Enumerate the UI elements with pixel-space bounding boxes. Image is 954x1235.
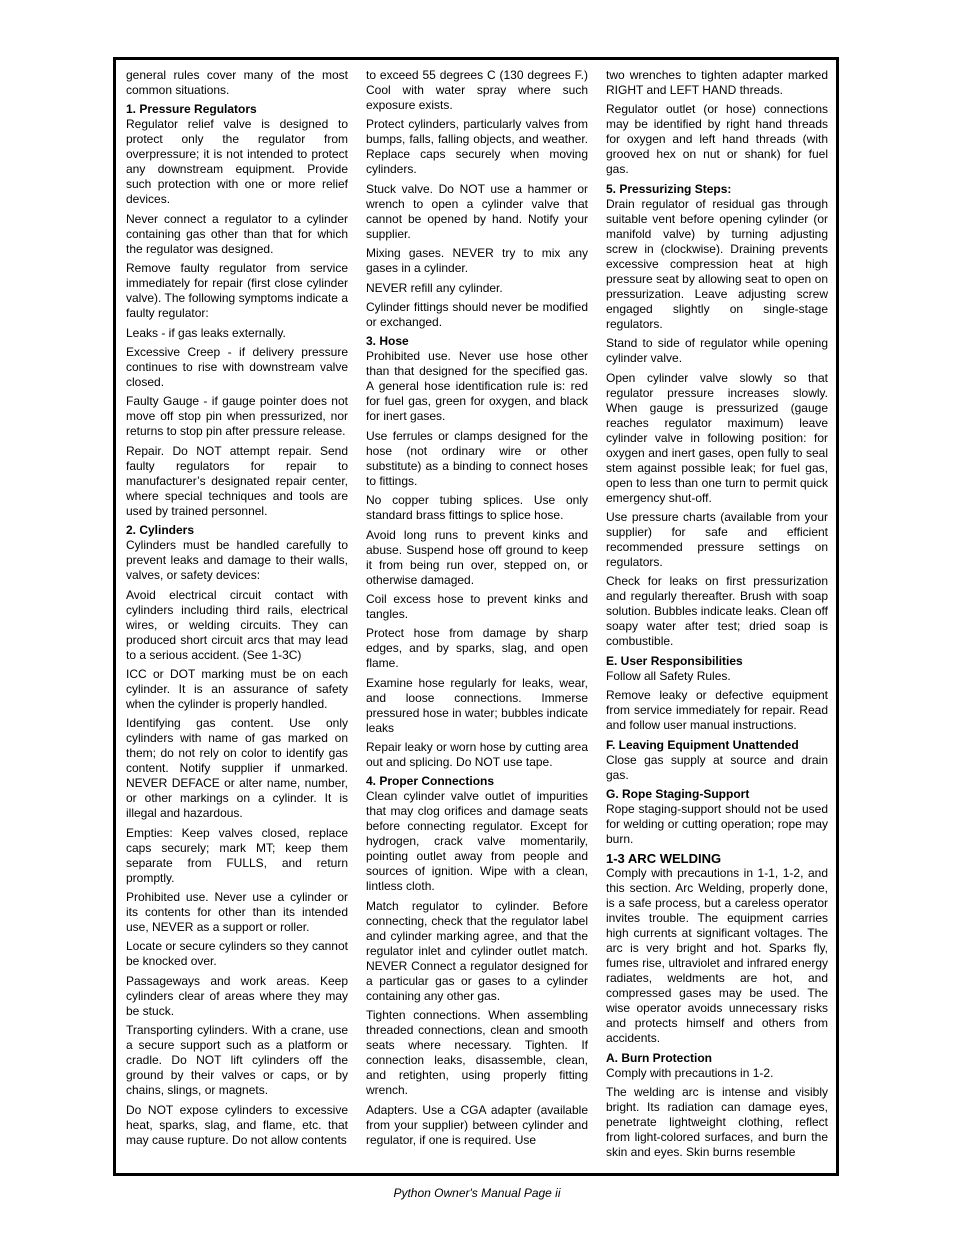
text-column-2 — [366, 68, 588, 1152]
paragraph: Protect hose from damage by sharp edges, and by sparks, slag, and open flame. — [366, 626, 588, 671]
paragraph: Clean cylinder valve outlet of impurities that may clog orifices and damage seats before connecting regulator. Except for hydrogen, crack valve momentarily, pointing outlet away from people and sources of ignition. Wipe with a clean, lintless cloth. — [366, 789, 588, 894]
paragraph: Follow all Safety Rules. — [606, 668, 731, 683]
paragraph: Repair leaky or worn hose by cutting area out and splicing. Do NOT use tape. — [366, 740, 588, 770]
paragraph: Passageways and work areas. Keep cylinders clear of areas where they may be stuck. — [126, 973, 348, 1018]
paragraph: Open cylinder valve slowly so that regulator pressure increases slowly. When gauge is pressurized (gauge reaches regulator maximum) leave cylinder valve in following position: for oxygen and inert gases, open fully to seal stem against possible leak; for fuel gas, open to less than one turn to permit quick emergency shut-off. — [606, 370, 828, 505]
paragraph: Examine hose regularly for leaks, wear, and loose connections. Immerse pressured hose in water; bubbles indicate leaks — [366, 675, 588, 735]
text-column-3 — [606, 68, 828, 1164]
paragraph: Do NOT expose cylinders to excessive heat, sparks, slag, and flame, etc. that may cause rupture. Do not allow contents — [126, 1102, 348, 1147]
page-footer: Python Owner's Manual Page ii — [393, 1186, 561, 1200]
paragraph: two wrenches to tighten adapter marked RIGHT and LEFT HAND threads. — [606, 68, 828, 97]
paragraph: Use pressure charts (available from your supplier) for safe and efficient recommended pressure settings on regulators. — [606, 509, 828, 569]
paragraph: Repair. Do NOT attempt repair. Send faulty regulators for repair to manufacturer’s designated repair center, where special techniques and tools are used by trained personnel. — [126, 443, 348, 518]
paragraph: Protect cylinders, particularly valves from bumps, falls, falling objects, and weather. Replace caps securely when moving cylinders. — [366, 117, 588, 177]
paragraph: Regulator relief valve is designed to protect only the regulator from overpressure; it is not intended to protect any downstream equipment. Provide such protection with one or more relief devices. — [126, 117, 348, 207]
paragraph: Excessive Creep - if delivery pressure continues to rise with downstream valve closed. — [126, 344, 348, 389]
paragraph: Tighten connections. When assembling threaded connections, clean and smooth seats where necessary. Tighten. If connection leaks, disassemble, clean, and retighten, using properly fitting wrench. — [366, 1008, 588, 1098]
paragraph: Cylinder fittings should never be modified or exchanged. — [366, 299, 588, 329]
paragraph: The welding arc is intense and visibly bright. Its radiation can damage eyes, penetrate lightweight clothing, reflect from light-colored surfaces, and burn the skin and eyes. Skin burns resemble — [606, 1085, 828, 1160]
paragraph: to exceed 55 degrees C (130 degrees F.) Cool with water spray where such exposure exists. — [366, 68, 588, 112]
paragraph: Check for leaks on first pressurization and regularly thereafter. Brush with soap solution. Bubbles indicate leaks. Clean off soapy water after test; dried soap is combustible. — [606, 574, 828, 649]
paragraph: NEVER refill any cylinder. — [366, 280, 503, 295]
section-heading: G. Rope Staging-Support — [606, 786, 750, 801]
paragraph: Prohibited use. Never use a cylinder or its contents for other than its intended use, NEVER as a support or roller. — [126, 890, 348, 935]
section-heading: 3. Hose — [366, 334, 409, 349]
paragraph: Mixing gases. NEVER try to mix any gases in a cylinder. — [366, 246, 588, 276]
paragraph: Comply with precautions in 1-1, 1-2, and this section. Arc Welding, properly done, is a safe process, but a careless operator invites trouble. The equipment carries high currents at significant voltages. The arc is very bright and hot. Sparks fly, fumes rise, ultraviolet and infrared energy radiates, weldments are hot, and compressed gases may be used. The wise operator avoids unnecessary risks and protects himself and others from accidents. — [606, 866, 828, 1046]
paragraph: Remove leaky or defective equipment from service immediately for repair. Read and follow user manual instructions. — [606, 688, 828, 733]
paragraph: Never connect a regulator to a cylinder containing gas other than that for which the regulator was designed. — [126, 211, 348, 256]
paragraph: Leaks - if gas leaks externally. — [126, 325, 286, 340]
paragraph: Locate or secure cylinders so they cannot be knocked over. — [126, 939, 348, 969]
section-heading: 5. Pressurizing Steps: — [606, 181, 732, 196]
paragraph: Remove faulty regulator from service immediately for repair (first close cylinder valve). The following symptoms indicate a faulty regulator: — [126, 261, 348, 321]
paragraph: Match regulator to cylinder. Before connecting, check that the regulator label and cylinder marking agree, and that the regulator inlet and cylinder outlet match. NEVER Connect a regulator designed for a particular gas or gases to a cylinder containing any other gas. — [366, 898, 588, 1003]
paragraph: Transporting cylinders. With a crane, use a secure support such as a platform or cradle. Do NOT lift cylinders off the ground by their valves or caps, or by chains, slings, or magnets. — [126, 1023, 348, 1098]
paragraph: Avoid electrical circuit contact with cylinders including third rails, electrical wires, or welding circuits. They can produced short circuit arcs that may lead to a serious accident. (See 1-3C) — [126, 587, 348, 662]
paragraph: Prohibited use. Never use hose other than that designed for the specified gas. A general hose identification rule is: red for fuel gas, green for oxygen, and black for inert gases. — [366, 349, 588, 424]
section-heading: 4. Proper Connections — [366, 774, 495, 789]
paragraph: general rules cover many of the most common situations. — [126, 68, 348, 97]
section-heading: 1. Pressure Regulators — [126, 102, 257, 117]
paragraph: Close gas supply at source and drain gas. — [606, 752, 828, 782]
paragraph: No copper tubing splices. Use only standard brass fittings to splice hose. — [366, 493, 588, 523]
section-heading: 2. Cylinders — [126, 523, 195, 538]
section-heading: A. Burn Protection — [606, 1050, 713, 1065]
paragraph: Regulator outlet (or hose) connections may be identified by right hand threads for oxygen and left hand threads (with grooved hex on nut or shank) for fuel gas. — [606, 102, 828, 177]
paragraph: Comply with precautions in 1-2. — [606, 1065, 774, 1080]
chapter-heading: 1-3 ARC WELDING — [606, 851, 722, 867]
paragraph: Adapters. Use a CGA adapter (available from your supplier) between cylinder and regulator, if one is required. Use — [366, 1102, 588, 1147]
text-column-1 — [126, 68, 348, 1152]
paragraph: Rope staging-support should not be used for welding or cutting operation; rope may burn. — [606, 801, 828, 846]
paragraph: ICC or DOT marking must be on each cylinder. It is an assurance of safety when the cylinder is properly handled. — [126, 666, 348, 711]
section-heading: F. Leaving Equipment Unattended — [606, 737, 799, 752]
paragraph: Stuck valve. Do NOT use a hammer or wrench to open a cylinder valve that cannot be opened by hand. Notify your supplier. — [366, 181, 588, 241]
paragraph: Stand to side of regulator while opening cylinder valve. — [606, 336, 828, 366]
paragraph: Use ferrules or clamps designed for the hose (not ordinary wire or other substitute) as a binding to connect hoses to fittings. — [366, 428, 588, 488]
paragraph: Empties: Keep valves closed, replace caps securely; mark MT; keep them separate from FULLS, and return promptly. — [126, 825, 348, 885]
paragraph: Coil excess hose to prevent kinks and tangles. — [366, 591, 588, 621]
section-heading: E. User Responsibilities — [606, 653, 743, 668]
paragraph: Faulty Gauge - if gauge pointer does not move off stop pin when pressurized, nor returns to stop pin after pressure release. — [126, 394, 348, 439]
paragraph: Identifying gas content. Use only cylinders with name of gas marked on them; do not rely on color to identify gas content. Notify supplier if unmarked. NEVER DEFACE or alter name, number, or other markings on a cylinder. It is illegal and hazardous. — [126, 716, 348, 821]
paragraph: Avoid long runs to prevent kinks and abuse. Suspend hose off ground to keep it from being run over, stepped on, or otherwise damaged. — [366, 527, 588, 587]
paragraph: Cylinders must be handled carefully to prevent leaks and damage to their walls, valves, or safety devices: — [126, 538, 348, 583]
paragraph: Drain regulator of residual gas through suitable vent before opening cylinder (or manifold valve) by turning adjusting screw in (clockwise). Draining prevents excessive compression heat at high pressure seat by allowing seat to open on pressurization. Leave adjusting screw engaged slightly on single-stage regulators. — [606, 196, 828, 331]
